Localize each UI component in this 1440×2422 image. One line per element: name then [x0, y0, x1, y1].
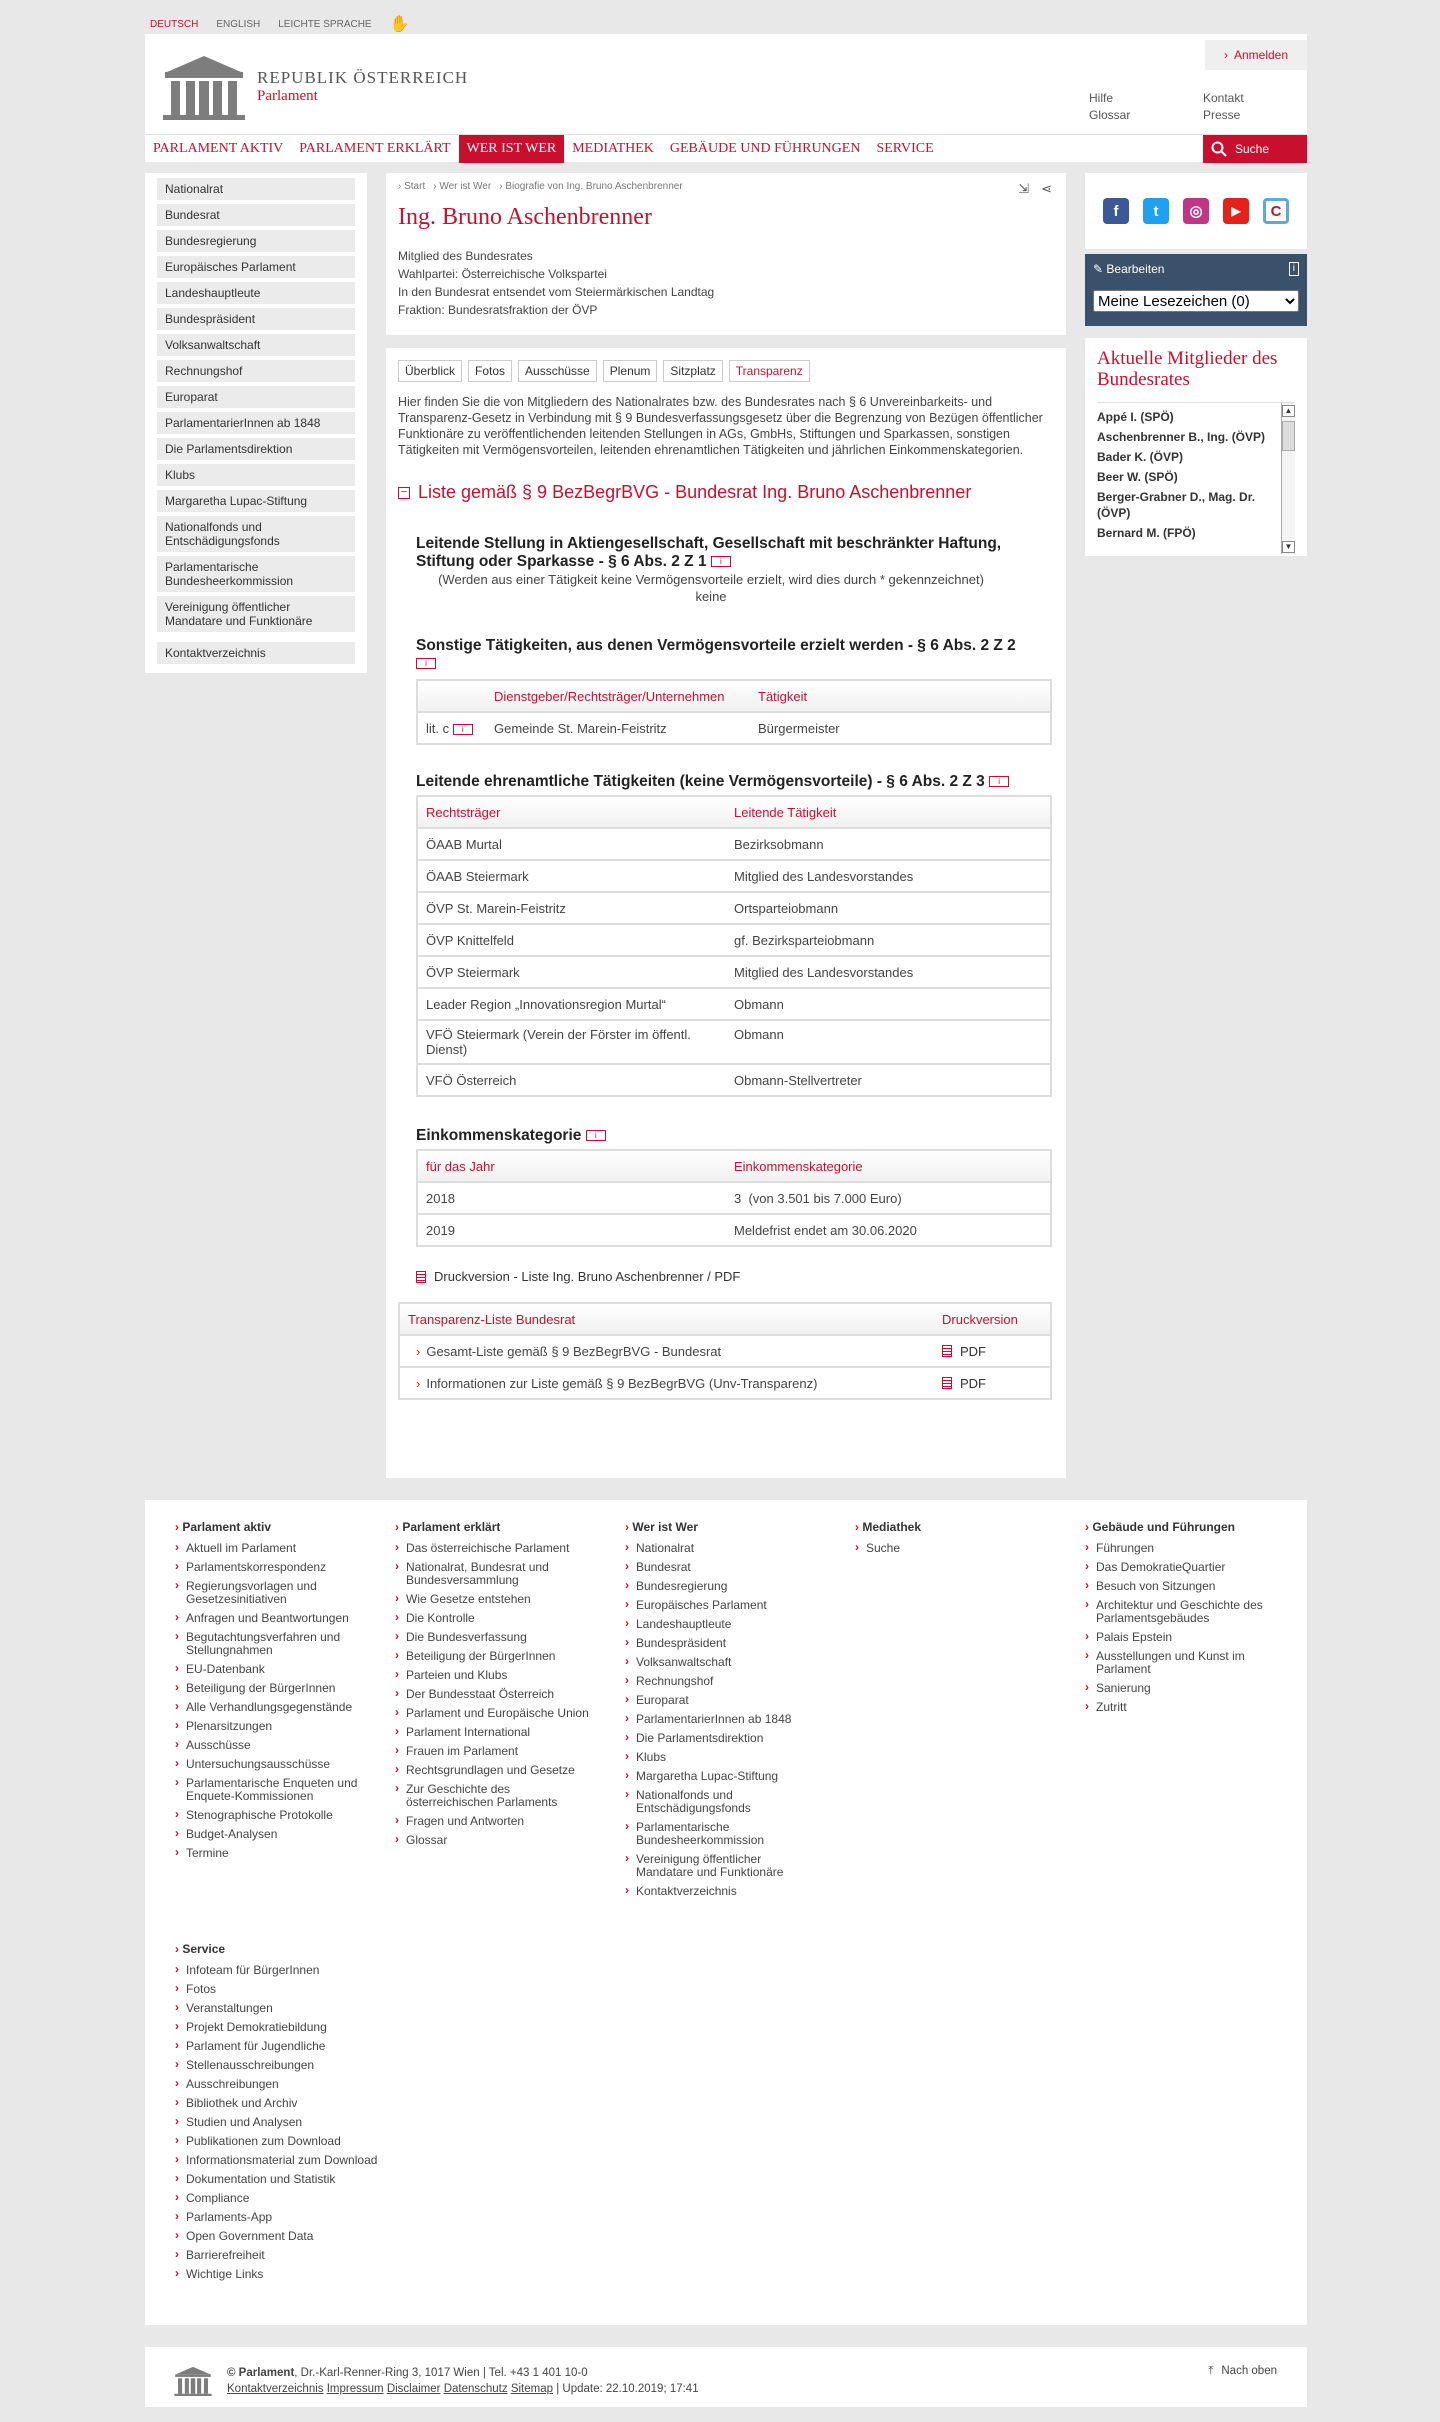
sidebar-item[interactable]: Kontaktverzeichnis	[157, 642, 355, 664]
footer-link[interactable]: › Aktuell im Parlament	[175, 1542, 385, 1555]
footer-link[interactable]: › Nationalfonds und Entschädigungsfonds	[625, 1789, 815, 1815]
sidebar-item[interactable]: Parlamentarische Bundesheerkommission	[157, 556, 355, 592]
footer-link[interactable]: › Die Kontrolle	[395, 1612, 595, 1625]
pdf-icon	[416, 1271, 426, 1283]
bookmarks-select[interactable]	[1093, 290, 1299, 312]
footer-link[interactable]: › Kontaktverzeichnis	[625, 1885, 815, 1898]
site-title: REPUBLIK ÖSTERREICH	[257, 68, 469, 87]
footer-link[interactable]: › Die Parlamentsdirektion	[625, 1732, 815, 1745]
login-label: Anmelden	[1233, 48, 1289, 62]
table-row	[400, 1366, 1050, 1398]
collapse-icon: −	[398, 487, 410, 499]
print-version-label: Druckversion - Liste Ing. Bruno Aschenbrenner / PDF	[434, 1269, 741, 1284]
info-icon[interactable]: i	[989, 776, 1009, 787]
facebook-icon[interactable]: f	[1103, 198, 1129, 224]
footer-link-disclaimer[interactable]: Disclaimer	[386, 2383, 441, 2395]
transparency-link[interactable]: › Gesamt-Liste gemäß § 9 BezBegrBVG - Bundesrat	[416, 1343, 722, 1359]
breadcrumb-item[interactable]: › Wer ist Wer	[433, 181, 492, 192]
footer-link-kontaktverzeichnis[interactable]: Kontaktverzeichnis	[227, 2383, 324, 2395]
data-table	[416, 1149, 1052, 1247]
breadcrumb-item: › Biografie von Ing. Bruno Aschenbrenner	[499, 181, 683, 192]
column-header: Druckversion	[942, 1311, 1018, 1327]
twitter-icon[interactable]: t	[1143, 198, 1169, 224]
footer-link[interactable]: › EU-Datenbank	[175, 1663, 385, 1676]
sidebar-item[interactable]: Bundesregierung	[157, 230, 355, 252]
tab-plenum[interactable]: Plenum	[603, 360, 658, 382]
footer-link[interactable]: › Publikationen zum Download	[175, 2135, 435, 2148]
bottom-bar	[145, 2347, 1307, 2407]
footer-column	[625, 1520, 815, 1904]
sidebar-item[interactable]: Vereinigung öffentlicher Mandatare und Funktionäre	[157, 596, 355, 632]
instagram-icon[interactable]: ◎	[1183, 198, 1209, 224]
footer-heading[interactable]: › Wer ist Wer	[625, 1520, 815, 1534]
nav-wer-ist-wer[interactable]: WER IST WER	[459, 135, 565, 163]
site-header	[145, 34, 1307, 134]
tab-ausschuesse[interactable]: Ausschüsse	[518, 360, 597, 382]
tab-fotos[interactable]: Fotos	[468, 360, 512, 382]
footer-column	[1085, 1520, 1285, 1720]
nav-parlament-aktiv[interactable]: PARLAMENT AKTIV	[153, 140, 284, 156]
footer-link[interactable]: › Projekt Demokratiebildung	[175, 2021, 435, 2034]
table-row: ÖVP Steiermark Mitglied des Landesvorstandes	[418, 955, 1050, 987]
pdf-download-link[interactable]: PDF	[942, 1376, 986, 1391]
section-note: (Werden aus einer Tätigkeit keine Vermögensvorteile erzielt, wird dies durch * gekennzeichnet) keine	[438, 572, 984, 604]
parliament-building-icon	[171, 2366, 215, 2396]
address: , Dr.-Karl-Renner-Ring 3, 1017 Wien | Tel. +43 1 401 10-0	[294, 2367, 588, 2379]
parlament-app-icon[interactable]: C	[1263, 198, 1289, 224]
section-heading: Sonstige Tätigkeiten, aus denen Vermögensvorteile erzielt werden - § 6 Abs. 2 Z 2 i	[416, 637, 1016, 669]
footer-link[interactable]: › Europarat	[625, 1694, 815, 1707]
detail-line: Wahlpartei: Österreichische Volkspartei	[398, 267, 607, 281]
table-row	[418, 711, 1050, 743]
footer-link[interactable]: › Anfragen und Beantwortungen	[175, 1612, 385, 1625]
help-link[interactable]: Hilfe	[1089, 91, 1114, 105]
print-version-link[interactable]	[416, 1269, 1048, 1284]
footer-link[interactable]: › Rechtsgrundlagen und Gesetze	[395, 1764, 595, 1777]
parliament-building-icon	[159, 54, 249, 120]
back-to-top-link[interactable]: ⤒ Nach oben	[1208, 2365, 1277, 2377]
sidebar-item[interactable]: Landeshauptleute	[157, 282, 355, 304]
site-logo[interactable]	[159, 54, 468, 120]
copyright: © Parlament	[227, 2367, 295, 2379]
footer-link[interactable]: › Plenarsitzungen	[175, 1720, 385, 1733]
footer-link[interactable]: › Glossar	[395, 1834, 595, 1847]
footer-link[interactable]: › Die Bundesverfassung	[395, 1631, 595, 1644]
chevron-right-icon: ›	[1223, 48, 1228, 62]
nav-gebaeude-fuehrungen[interactable]: GEBÄUDE UND FÜHRUNGEN	[669, 140, 861, 156]
footer-link[interactable]: › Bundesrat	[625, 1561, 815, 1574]
footer-link[interactable]: › Parteien und Klubs	[395, 1669, 595, 1682]
page-title: Ing. Bruno Aschenbrenner	[398, 204, 652, 230]
members-panel	[1085, 338, 1307, 556]
breadcrumb	[398, 181, 1054, 192]
sidebar-item[interactable]: Volksanwaltschaft	[157, 334, 355, 356]
members-scrollbar[interactable]	[1281, 403, 1295, 554]
footer-link[interactable]: › Bundesregierung	[625, 1580, 815, 1593]
footer-link[interactable]: › Informationsmaterial zum Download	[175, 2154, 435, 2167]
footer-heading[interactable]: › Parlament erklärt	[395, 1520, 595, 1534]
sidebar-item[interactable]: Europäisches Parlament	[157, 256, 355, 278]
transparency-table	[398, 1302, 1052, 1400]
footer-link[interactable]: › Das DemokratieQuartier	[1085, 1561, 1285, 1574]
sidebar-item[interactable]: Bundespräsident	[157, 308, 355, 330]
sidebar-navigation	[145, 173, 367, 673]
footer-link[interactable]: › Suche	[855, 1542, 1035, 1555]
footer-link[interactable]: › Termine	[175, 1847, 385, 1860]
table-cell: Gemeinde St. Marein-Feistritz	[494, 720, 667, 736]
social-links	[1085, 173, 1307, 249]
footer-link[interactable]: › Compliance	[175, 2192, 435, 2205]
sidebar-item[interactable]: Europarat	[157, 386, 355, 408]
table-row: Leader Region „Innovationsregion Murtal“ Obmann	[418, 987, 1050, 1019]
footer-link[interactable]: › Zutritt	[1085, 1701, 1285, 1714]
footer-link[interactable]: › Wichtige Links	[175, 2268, 435, 2281]
lang-deutsch[interactable]: DEUTSCH	[150, 18, 199, 30]
sign-language-icon[interactable]: ✋	[389, 16, 410, 33]
member-link[interactable]: Beer W. (SPÖ)	[1097, 470, 1178, 484]
info-icon[interactable]: i	[416, 658, 436, 669]
breadcrumb-item[interactable]: › Start	[398, 181, 426, 192]
section-toggle[interactable]	[398, 482, 1054, 503]
footer-link[interactable]: › Parlamentarische Bundesheerkommission	[625, 1821, 815, 1847]
footer-link[interactable]: › Wie Gesetze entstehen	[395, 1593, 595, 1606]
info-icon[interactable]: i	[586, 1130, 606, 1141]
transparency-link[interactable]: › Informationen zur Liste gemäß § 9 BezBegrBVG (Unv-Transparenz)	[416, 1375, 818, 1391]
footer-column	[175, 1520, 385, 1866]
footer-link[interactable]: › Parlament International	[395, 1726, 595, 1739]
share-icon[interactable]: ⋖	[1041, 181, 1052, 196]
column-header: für das Jahr	[426, 1158, 495, 1174]
detail-line: Fraktion: Bundesratsfraktion der ÖVP	[398, 303, 598, 317]
footer-link[interactable]: › Ausstellungen und Kunst im Parlament	[1085, 1650, 1285, 1676]
pdf-download-link[interactable]: PDF	[942, 1344, 986, 1359]
footer-link[interactable]: › Fragen und Antworten	[395, 1815, 595, 1828]
bookmark-add-icon[interactable]: ⇲	[1018, 181, 1030, 196]
person-details	[398, 247, 1054, 319]
main-content	[386, 348, 1066, 1478]
table-row: 2018 3 (von 3.501 bis 7.000 Euro)	[418, 1181, 1050, 1213]
footer-link[interactable]: › Dokumentation und Statistik	[175, 2173, 435, 2186]
footer-link[interactable]: › Parlamentarische Enqueten und Enquete-Kommissionen	[175, 1777, 385, 1803]
footer-link[interactable]: › Parlaments-App	[175, 2211, 435, 2224]
footer-link[interactable]: › Regierungsvorlagen und Gesetzesinitiativen	[175, 1580, 385, 1606]
footer-link[interactable]: › ParlamentarierInnen ab 1848	[625, 1713, 815, 1726]
footer-link[interactable]: › Ausschüsse	[175, 1739, 385, 1752]
member-link[interactable]: Appé I. (SPÖ)	[1097, 410, 1174, 424]
info-icon[interactable]: i	[1289, 262, 1299, 276]
edit-bookmarks-link[interactable]: ✎ Bearbeiten	[1093, 262, 1165, 276]
scroll-up-icon[interactable]: ▲	[1282, 405, 1295, 417]
footer-link-impressum[interactable]: Impressum	[326, 2383, 384, 2395]
footer-link[interactable]: › Infoteam für BürgerInnen	[175, 1964, 435, 1977]
footer-link[interactable]: › Ausschreibungen	[175, 2078, 435, 2091]
main-navigation	[145, 134, 1307, 162]
data-table	[416, 795, 1052, 1097]
page-tools	[1018, 181, 1052, 197]
sidebar-item[interactable]: Margaretha Lupac-Stiftung	[157, 490, 355, 512]
footer-link[interactable]: › Studien und Analysen	[175, 2116, 435, 2129]
table-row: ÖVP Knittelfeld gf. Bezirksparteiobmann	[418, 923, 1050, 955]
bookmarks-panel	[1085, 254, 1307, 326]
header-links	[1089, 91, 1283, 122]
footer-link-datenschutz[interactable]: Datenschutz	[443, 2383, 508, 2395]
table-row: VFÖ Österreich Obmann-Stellvertreter	[418, 1063, 1050, 1095]
footer-link[interactable]: › Margaretha Lupac-Stiftung	[625, 1770, 815, 1783]
section-title: Liste gemäß § 9 BezBegrBVG - Bundesrat Ing. Bruno Aschenbrenner	[418, 482, 972, 502]
sidebar-item[interactable]: Klubs	[157, 464, 355, 486]
footer-link[interactable]: › Frauen im Parlament	[395, 1745, 595, 1758]
footer-link[interactable]: › Nationalrat	[625, 1542, 815, 1555]
search-label: Suche	[1235, 142, 1270, 156]
detail-line: In den Bundesrat entsendet vom Steiermärkischen Landtag	[398, 285, 715, 299]
footer-link[interactable]: › Barrierefreiheit	[175, 2249, 435, 2262]
footer-link[interactable]: › Beteiligung der BürgerInnen	[395, 1650, 595, 1663]
footer-link[interactable]: › Landeshauptleute	[625, 1618, 815, 1631]
info-icon[interactable]: i	[453, 724, 473, 735]
data-table	[416, 679, 1052, 745]
footer-heading[interactable]: › Gebäude und Führungen	[1085, 1520, 1285, 1534]
sidebar-item[interactable]: Die Parlamentsdirektion	[157, 438, 355, 460]
footer-link[interactable]: › Untersuchungsausschüsse	[175, 1758, 385, 1771]
footer-link[interactable]: › Stenographische Protokolle	[175, 1809, 385, 1822]
table-cell: lit. c i	[418, 721, 494, 736]
footer-link[interactable]: › Parlament und Europäische Union	[395, 1707, 595, 1720]
biography-header	[386, 173, 1066, 335]
footer-link-sitemap[interactable]: Sitemap	[510, 2383, 554, 2395]
footer-link[interactable]: › Open Government Data	[175, 2230, 435, 2243]
detail-line: Mitglied des Bundesrates	[398, 249, 533, 263]
footer-column	[175, 1942, 435, 2287]
footer-link[interactable]: › Budget-Analysen	[175, 1828, 385, 1841]
intro-text: Hier finden Sie die von Mitgliedern des Nationalrates bzw. des Bundesrates nach § 6 Unvereinbarkeits- und Transparenz-Gesetz in Verbindung mit § 9 Bundesverfassungsgesetz über die Begrenzung von Bezügen öffentlicher Funktionäre zu veröffentlichenden leitenden Stellungen in AGs, GmbHs, Stiftungen und Sparkassen, sonstigen Tätigkeiten mit Vermögensvorteilen, leitenden ehrenamtlichen Tätigkeiten und jährlichen Einkommenskategorien.	[398, 395, 1043, 457]
section-heading: Einkommenskategorie i	[416, 1127, 1048, 1145]
lang-english[interactable]: ENGLISH	[216, 18, 261, 30]
table-row: VFÖ Steiermark (Verein der Förster im öffentl. Dienst) Obmann	[418, 1019, 1050, 1063]
footer-link[interactable]: › Architektur und Geschichte des Parlamentsgebäudes	[1085, 1599, 1285, 1625]
imprint-info	[227, 2365, 699, 2397]
sidebar-item[interactable]: Nationalfonds und Entschädigungsfonds	[157, 516, 355, 552]
login-button[interactable]	[1205, 40, 1307, 70]
members-title: Aktuelle Mitglieder des Bundesrates	[1097, 348, 1278, 390]
footer-link[interactable]: › Veranstaltungen	[175, 2002, 435, 2015]
footer-link[interactable]: › Vereinigung öffentlicher Mandatare und Funktionäre	[625, 1853, 815, 1879]
table-row: ÖAAB Murtal Bezirksobmann	[418, 827, 1050, 859]
pdf-icon	[942, 1377, 952, 1389]
search-button[interactable]	[1203, 135, 1307, 163]
member-link[interactable]: Bernard M. (FPÖ)	[1097, 526, 1196, 540]
press-link[interactable]: Presse	[1203, 108, 1241, 122]
lang-leichte-sprache[interactable]: LEICHTE SPRACHE	[278, 18, 372, 30]
footer-link[interactable]: › Volksanwaltschaft	[625, 1656, 815, 1669]
scroll-down-icon[interactable]: ▼	[1282, 541, 1295, 553]
footer-link[interactable]: › Zur Geschichte des österreichischen Parlaments	[395, 1783, 595, 1809]
column-header: Tätigkeit	[758, 688, 808, 704]
footer-column	[855, 1520, 1035, 1561]
footer-link[interactable]: › Klubs	[625, 1751, 815, 1764]
footer-link[interactable]: › Beteiligung der BürgerInnen	[175, 1682, 385, 1695]
column-header: Dienstgeber/Rechtsträger/Unternehmen	[494, 688, 725, 704]
footer-link[interactable]: › Besuch von Sitzungen	[1085, 1580, 1285, 1593]
footer-heading[interactable]: › Service	[175, 1942, 435, 1956]
sidebar-item[interactable]: ParlamentarierInnen ab 1848	[157, 412, 355, 434]
footer-link[interactable]: › Begutachtungsverfahren und Stellungnahmen	[175, 1631, 385, 1657]
tab-ueberblick[interactable]: Überblick	[398, 360, 462, 382]
footer-link[interactable]: › Nationalrat, Bundesrat und Bundesversammlung	[395, 1561, 595, 1587]
contact-link[interactable]: Kontakt	[1203, 91, 1244, 105]
footer-heading[interactable]: › Parlament aktiv	[175, 1520, 385, 1534]
member-link[interactable]: Bader K. (ÖVP)	[1097, 450, 1184, 464]
footer-link[interactable]: › Bibliothek und Archiv	[175, 2097, 435, 2110]
glossary-link[interactable]: Glossar	[1089, 108, 1131, 122]
update-date: | Update: 22.10.2019; 17:41	[556, 2383, 699, 2395]
footer-link[interactable]: › Fotos	[175, 1983, 435, 1996]
footer-link[interactable]: › Palais Epstein	[1085, 1631, 1285, 1644]
footer-link[interactable]: › Rechnungshof	[625, 1675, 815, 1688]
nav-service[interactable]: SERVICE	[876, 140, 934, 156]
footer-link[interactable]: › Führungen	[1085, 1542, 1285, 1555]
footer-column	[395, 1520, 595, 1853]
column-header: Leitende Tätigkeit	[734, 804, 837, 820]
footer-link[interactable]: › Parlament für Jugendliche	[175, 2040, 435, 2053]
language-bar	[150, 14, 410, 34]
footer-link[interactable]: › Das österreichische Parlament	[395, 1542, 595, 1555]
youtube-icon[interactable]: ▶	[1223, 198, 1249, 224]
tab-sitzplatz[interactable]: Sitzplatz	[663, 360, 722, 382]
nav-mediathek[interactable]: MEDIATHEK	[572, 140, 654, 156]
footer-link[interactable]: › Parlamentskorrespondenz	[175, 1561, 385, 1574]
footer-link[interactable]: › Der Bundesstaat Österreich	[395, 1688, 595, 1701]
member-link[interactable]: Aschenbrenner B., Ing. (ÖVP)	[1097, 430, 1266, 444]
footer-link[interactable]: › Bundespräsident	[625, 1637, 815, 1650]
section-heading: Leitende ehrenamtliche Tätigkeiten (keine Vermögensvorteile) - § 6 Abs. 2 Z 3 i	[416, 773, 1048, 791]
table-row	[400, 1334, 1050, 1366]
scroll-thumb[interactable]	[1282, 421, 1295, 451]
info-icon[interactable]: i	[711, 556, 731, 567]
site-subtitle: Parlament	[257, 88, 318, 104]
arrow-up-icon: ⤒	[1208, 2365, 1214, 2377]
footer-link[interactable]: › Sanierung	[1085, 1682, 1285, 1695]
footer-link[interactable]: › Europäisches Parlament	[625, 1599, 815, 1612]
section-heading: Leitende Stellung in Aktiengesellschaft, Gesellschaft mit beschränkter Haftung, Stiftung oder Sparkasse - § 6 Abs. 2 Z 1 i	[416, 535, 1002, 570]
nav-parlament-erklaert[interactable]: PARLAMENT ERKLÄRT	[299, 140, 451, 156]
table-row: ÖAAB Steiermark Mitglied des Landesvorstandes	[418, 859, 1050, 891]
table-row: ÖVP St. Marein-Feistritz Ortsparteiobmann	[418, 891, 1050, 923]
table-row: 2019 Meldefrist endet am 30.06.2020	[418, 1213, 1050, 1245]
sidebar-item[interactable]: Nationalrat	[157, 178, 355, 200]
members-list	[1097, 402, 1295, 554]
site-footer	[145, 1500, 1307, 2325]
pdf-icon	[942, 1345, 952, 1357]
footer-heading[interactable]: › Mediathek	[855, 1520, 1035, 1534]
sidebar-item[interactable]: Rechnungshof	[157, 360, 355, 382]
sidebar-item[interactable]: Bundesrat	[157, 204, 355, 226]
member-link[interactable]: Berger-Grabner D., Mag. Dr. (ÖVP)	[1097, 490, 1256, 520]
table-cell: Bürgermeister	[758, 720, 840, 736]
footer-link[interactable]: › Alle Verhandlungsgegenstände	[175, 1701, 385, 1714]
footer-link[interactable]: › Stellenausschreibungen	[175, 2059, 435, 2072]
search-icon	[1211, 141, 1227, 157]
tab-bar	[398, 360, 1054, 382]
column-header: Transparenz-Liste Bundesrat	[408, 1311, 576, 1327]
column-header: Rechtsträger	[426, 804, 501, 820]
column-header: Einkommenskategorie	[734, 1158, 863, 1174]
tab-transparenz[interactable]: Transparenz	[729, 360, 810, 382]
